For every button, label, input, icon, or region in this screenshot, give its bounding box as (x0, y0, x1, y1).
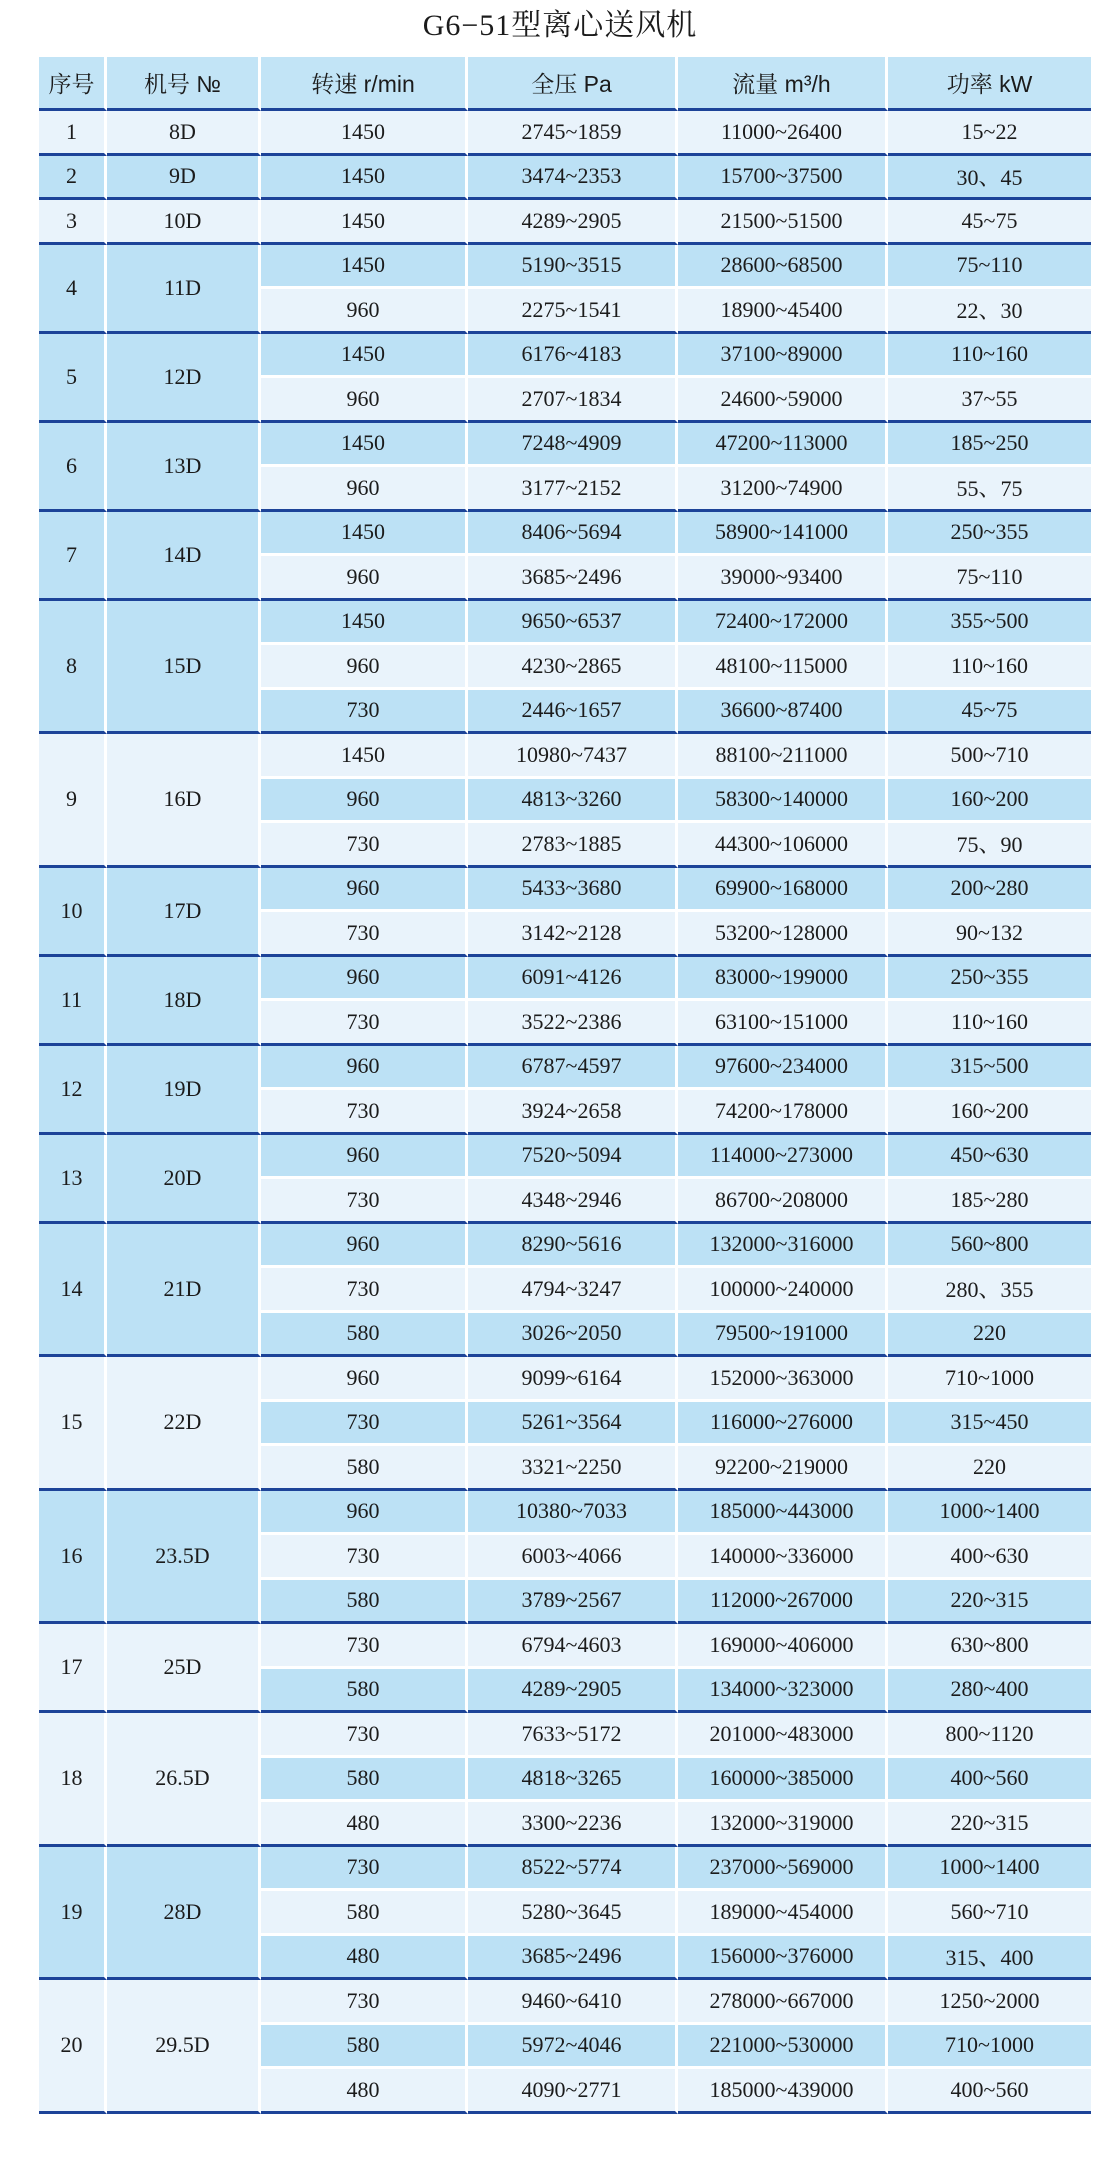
power-cell: 75~110 (888, 245, 1091, 290)
flow-cell: 58900~141000 (678, 512, 888, 557)
power-cell: 710~1000 (888, 2025, 1091, 2070)
speed-cell: 730 (261, 823, 468, 868)
flow-cell: 116000~276000 (678, 1402, 888, 1447)
power-cell: 315~500 (888, 1046, 1091, 1091)
model-cell: 13D (107, 423, 261, 512)
flow-cell: 201000~483000 (678, 1713, 888, 1758)
speed-cell: 480 (261, 1936, 468, 1981)
power-cell: 400~630 (888, 1535, 1091, 1580)
table-row (39, 512, 1091, 557)
pressure-cell: 6091~4126 (468, 957, 678, 1002)
power-cell: 355~500 (888, 601, 1091, 646)
model-cell: 14D (107, 512, 261, 601)
power-cell: 220 (888, 1446, 1091, 1491)
table-row (39, 156, 1091, 201)
pressure-cell: 10980~7437 (468, 734, 678, 779)
flow-cell: 15700~37500 (678, 156, 888, 201)
flow-cell: 152000~363000 (678, 1357, 888, 1402)
column-header-pressure: 全压 Pa (468, 57, 678, 111)
pressure-cell: 5280~3645 (468, 1891, 678, 1936)
power-cell: 90~132 (888, 912, 1091, 957)
machine-group (39, 111, 1091, 156)
table-row (39, 1357, 1091, 1402)
table-row (39, 111, 1091, 156)
power-cell: 55、75 (888, 467, 1091, 512)
flow-cell: 221000~530000 (678, 2025, 888, 2070)
power-cell: 560~800 (888, 1224, 1091, 1269)
serial-cell: 6 (39, 423, 107, 512)
power-cell: 45~75 (888, 200, 1091, 245)
document-page (0, 8, 1120, 2114)
power-cell: 400~560 (888, 2069, 1091, 2114)
model-cell: 16D (107, 734, 261, 868)
speed-cell: 960 (261, 378, 468, 423)
power-cell: 315~450 (888, 1402, 1091, 1447)
pressure-cell: 3142~2128 (468, 912, 678, 957)
speed-cell: 960 (261, 556, 468, 601)
speed-cell: 960 (261, 868, 468, 913)
speed-cell: 1450 (261, 245, 468, 290)
machine-group (39, 1491, 1091, 1625)
pressure-cell: 3789~2567 (468, 1580, 678, 1625)
flow-cell: 278000~667000 (678, 1980, 888, 2025)
table-row (39, 1224, 1091, 1269)
serial-cell: 5 (39, 334, 107, 423)
table-row (39, 601, 1091, 646)
table-row (39, 957, 1091, 1002)
flow-cell: 114000~273000 (678, 1135, 888, 1180)
power-cell: 800~1120 (888, 1713, 1091, 1758)
speed-cell: 1450 (261, 512, 468, 557)
speed-cell: 960 (261, 779, 468, 824)
serial-cell: 4 (39, 245, 107, 334)
power-cell: 30、45 (888, 156, 1091, 201)
machine-group (39, 1046, 1091, 1135)
model-cell: 11D (107, 245, 261, 334)
model-cell: 28D (107, 1847, 261, 1981)
power-cell: 75、90 (888, 823, 1091, 868)
speed-cell: 1450 (261, 601, 468, 646)
machine-group (39, 957, 1091, 1046)
pressure-cell: 4230~2865 (468, 645, 678, 690)
machine-group (39, 734, 1091, 868)
table-row (39, 734, 1091, 779)
pressure-cell: 6176~4183 (468, 334, 678, 379)
pressure-cell: 3300~2236 (468, 1802, 678, 1847)
power-cell: 280~400 (888, 1669, 1091, 1714)
pressure-cell: 4794~3247 (468, 1268, 678, 1313)
speed-cell: 960 (261, 1135, 468, 1180)
power-cell: 160~200 (888, 1090, 1091, 1135)
flow-cell: 83000~199000 (678, 957, 888, 1002)
power-cell: 185~250 (888, 423, 1091, 468)
flow-cell: 100000~240000 (678, 1268, 888, 1313)
machine-group (39, 1135, 1091, 1224)
table-row (39, 334, 1091, 379)
power-cell: 220~315 (888, 1802, 1091, 1847)
pressure-cell: 6794~4603 (468, 1624, 678, 1669)
pressure-cell: 3321~2250 (468, 1446, 678, 1491)
speed-cell: 730 (261, 1179, 468, 1224)
machine-group (39, 1357, 1091, 1491)
column-header-flow: 流量 m³/h (678, 57, 888, 111)
serial-cell: 12 (39, 1046, 107, 1135)
model-cell: 8D (107, 111, 261, 156)
flow-cell: 24600~59000 (678, 378, 888, 423)
flow-cell: 69900~168000 (678, 868, 888, 913)
speed-cell: 960 (261, 467, 468, 512)
pressure-cell: 9650~6537 (468, 601, 678, 646)
power-cell: 110~160 (888, 334, 1091, 379)
table-row (39, 1135, 1091, 1180)
serial-cell: 14 (39, 1224, 107, 1358)
flow-cell: 112000~267000 (678, 1580, 888, 1625)
machine-group (39, 334, 1091, 423)
serial-cell: 9 (39, 734, 107, 868)
power-cell: 37~55 (888, 378, 1091, 423)
model-cell: 21D (107, 1224, 261, 1358)
pressure-cell: 10380~7033 (468, 1491, 678, 1536)
model-cell: 17D (107, 868, 261, 957)
pressure-cell: 2275~1541 (468, 289, 678, 334)
pressure-cell: 4348~2946 (468, 1179, 678, 1224)
power-cell: 280、355 (888, 1268, 1091, 1313)
serial-cell: 20 (39, 1980, 107, 2114)
flow-cell: 39000~93400 (678, 556, 888, 601)
serial-cell: 13 (39, 1135, 107, 1224)
power-cell: 450~630 (888, 1135, 1091, 1180)
speed-cell: 480 (261, 1802, 468, 1847)
pressure-cell: 7633~5172 (468, 1713, 678, 1758)
speed-cell: 730 (261, 912, 468, 957)
serial-cell: 10 (39, 868, 107, 957)
pressure-cell: 9460~6410 (468, 1980, 678, 2025)
flow-cell: 48100~115000 (678, 645, 888, 690)
flow-cell: 72400~172000 (678, 601, 888, 646)
flow-cell: 185000~439000 (678, 2069, 888, 2114)
speed-cell: 730 (261, 1713, 468, 1758)
speed-cell: 580 (261, 1669, 468, 1714)
speed-cell: 730 (261, 1980, 468, 2025)
flow-cell: 11000~26400 (678, 111, 888, 156)
power-cell: 710~1000 (888, 1357, 1091, 1402)
flow-cell: 237000~569000 (678, 1847, 888, 1892)
fan-spec-table (39, 57, 1091, 2114)
speed-cell: 730 (261, 1268, 468, 1313)
power-cell: 220~315 (888, 1580, 1091, 1625)
machine-group (39, 601, 1091, 735)
pressure-cell: 2745~1859 (468, 111, 678, 156)
flow-cell: 185000~443000 (678, 1491, 888, 1536)
pressure-cell: 3177~2152 (468, 467, 678, 512)
table-row (39, 200, 1091, 245)
speed-cell: 960 (261, 957, 468, 1002)
power-cell: 22、30 (888, 289, 1091, 334)
power-cell: 250~355 (888, 512, 1091, 557)
flow-cell: 37100~89000 (678, 334, 888, 379)
power-cell: 315、400 (888, 1936, 1091, 1981)
speed-cell: 730 (261, 1402, 468, 1447)
serial-cell: 18 (39, 1713, 107, 1847)
pressure-cell: 5261~3564 (468, 1402, 678, 1447)
flow-cell: 97600~234000 (678, 1046, 888, 1091)
power-cell: 250~355 (888, 957, 1091, 1002)
speed-cell: 730 (261, 690, 468, 735)
flow-cell: 63100~151000 (678, 1001, 888, 1046)
table-row (39, 245, 1091, 290)
power-cell: 110~160 (888, 645, 1091, 690)
pressure-cell: 5972~4046 (468, 2025, 678, 2070)
serial-cell: 8 (39, 601, 107, 735)
flow-cell: 31200~74900 (678, 467, 888, 512)
machine-group (39, 245, 1091, 334)
model-cell: 15D (107, 601, 261, 735)
flow-cell: 28600~68500 (678, 245, 888, 290)
speed-cell: 480 (261, 2069, 468, 2114)
machine-group (39, 423, 1091, 512)
pressure-cell: 7520~5094 (468, 1135, 678, 1180)
table-row (39, 1847, 1091, 1892)
model-cell: 22D (107, 1357, 261, 1491)
pressure-cell: 5433~3680 (468, 868, 678, 913)
machine-group (39, 1713, 1091, 1847)
flow-cell: 92200~219000 (678, 1446, 888, 1491)
flow-cell: 58300~140000 (678, 779, 888, 824)
table-head (39, 57, 1091, 111)
table-row (39, 1491, 1091, 1536)
pressure-cell: 3685~2496 (468, 556, 678, 601)
pressure-cell: 4289~2905 (468, 200, 678, 245)
speed-cell: 960 (261, 1491, 468, 1536)
flow-cell: 132000~319000 (678, 1802, 888, 1847)
pressure-cell: 8406~5694 (468, 512, 678, 557)
power-cell: 1000~1400 (888, 1847, 1091, 1892)
speed-cell: 730 (261, 1847, 468, 1892)
serial-cell: 17 (39, 1624, 107, 1713)
power-cell: 400~560 (888, 1758, 1091, 1803)
column-header-power: 功率 kW (888, 57, 1091, 111)
column-header-speed: 转速 r/min (261, 57, 468, 111)
speed-cell: 1450 (261, 200, 468, 245)
serial-cell: 2 (39, 156, 107, 201)
page-title: G6−51型离心送风机 (422, 9, 698, 42)
model-cell: 29.5D (107, 1980, 261, 2114)
machine-group (39, 1847, 1091, 1981)
serial-cell: 1 (39, 111, 107, 156)
model-cell: 18D (107, 957, 261, 1046)
flow-cell: 189000~454000 (678, 1891, 888, 1936)
speed-cell: 1450 (261, 734, 468, 779)
speed-cell: 730 (261, 1624, 468, 1669)
pressure-cell: 4289~2905 (468, 1669, 678, 1714)
pressure-cell: 2707~1834 (468, 378, 678, 423)
header-row (39, 57, 1091, 111)
power-cell: 220 (888, 1313, 1091, 1358)
pressure-cell: 5190~3515 (468, 245, 678, 290)
pressure-cell: 3685~2496 (468, 1936, 678, 1981)
power-cell: 110~160 (888, 1001, 1091, 1046)
speed-cell: 730 (261, 1001, 468, 1046)
machine-group (39, 512, 1091, 601)
pressure-cell: 3026~2050 (468, 1313, 678, 1358)
speed-cell: 580 (261, 1446, 468, 1491)
pressure-cell: 4818~3265 (468, 1758, 678, 1803)
pressure-cell: 6003~4066 (468, 1535, 678, 1580)
pressure-cell: 7248~4909 (468, 423, 678, 468)
pressure-cell: 2446~1657 (468, 690, 678, 735)
flow-cell: 44300~106000 (678, 823, 888, 868)
model-cell: 10D (107, 200, 261, 245)
flow-cell: 53200~128000 (678, 912, 888, 957)
serial-cell: 15 (39, 1357, 107, 1491)
model-cell: 9D (107, 156, 261, 201)
table-row (39, 1980, 1091, 2025)
machine-group (39, 200, 1091, 245)
pressure-cell: 4090~2771 (468, 2069, 678, 2114)
power-cell: 630~800 (888, 1624, 1091, 1669)
table-row (39, 1624, 1091, 1669)
speed-cell: 960 (261, 1046, 468, 1091)
speed-cell: 960 (261, 1224, 468, 1269)
model-cell: 12D (107, 334, 261, 423)
flow-cell: 160000~385000 (678, 1758, 888, 1803)
flow-cell: 132000~316000 (678, 1224, 888, 1269)
model-cell: 26.5D (107, 1713, 261, 1847)
machine-group (39, 1224, 1091, 1358)
flow-cell: 156000~376000 (678, 1936, 888, 1981)
flow-cell: 36600~87400 (678, 690, 888, 735)
power-cell: 15~22 (888, 111, 1091, 156)
power-cell: 185~280 (888, 1179, 1091, 1224)
speed-cell: 960 (261, 289, 468, 334)
column-header-serial: 序号 (39, 57, 107, 111)
column-header-model: 机号 № (107, 57, 261, 111)
power-cell: 560~710 (888, 1891, 1091, 1936)
model-cell: 25D (107, 1624, 261, 1713)
machine-group (39, 156, 1091, 201)
speed-cell: 960 (261, 645, 468, 690)
power-cell: 200~280 (888, 868, 1091, 913)
speed-cell: 580 (261, 2025, 468, 2070)
speed-cell: 580 (261, 1580, 468, 1625)
pressure-cell: 3522~2386 (468, 1001, 678, 1046)
serial-cell: 16 (39, 1491, 107, 1625)
speed-cell: 730 (261, 1090, 468, 1135)
pressure-cell: 2783~1885 (468, 823, 678, 868)
speed-cell: 580 (261, 1758, 468, 1803)
flow-cell: 74200~178000 (678, 1090, 888, 1135)
flow-cell: 18900~45400 (678, 289, 888, 334)
flow-cell: 134000~323000 (678, 1669, 888, 1714)
speed-cell: 580 (261, 1313, 468, 1358)
machine-group (39, 1980, 1091, 2114)
power-cell: 1250~2000 (888, 1980, 1091, 2025)
flow-cell: 88100~211000 (678, 734, 888, 779)
power-cell: 45~75 (888, 690, 1091, 735)
flow-cell: 79500~191000 (678, 1313, 888, 1358)
machine-group (39, 1624, 1091, 1713)
power-cell: 75~110 (888, 556, 1091, 601)
power-cell: 1000~1400 (888, 1491, 1091, 1536)
speed-cell: 1450 (261, 423, 468, 468)
pressure-cell: 3474~2353 (468, 156, 678, 201)
flow-cell: 86700~208000 (678, 1179, 888, 1224)
model-cell: 19D (107, 1046, 261, 1135)
pressure-cell: 4813~3260 (468, 779, 678, 824)
machine-group (39, 868, 1091, 957)
speed-cell: 1450 (261, 111, 468, 156)
pressure-cell: 8522~5774 (468, 1847, 678, 1892)
serial-cell: 19 (39, 1847, 107, 1981)
table-row (39, 423, 1091, 468)
serial-cell: 11 (39, 957, 107, 1046)
table-row (39, 868, 1091, 913)
speed-cell: 1450 (261, 334, 468, 379)
flow-cell: 47200~113000 (678, 423, 888, 468)
serial-cell: 3 (39, 200, 107, 245)
pressure-cell: 6787~4597 (468, 1046, 678, 1091)
speed-cell: 960 (261, 1357, 468, 1402)
pressure-cell: 8290~5616 (468, 1224, 678, 1269)
model-cell: 23.5D (107, 1491, 261, 1625)
table-row (39, 1046, 1091, 1091)
table-row (39, 1713, 1091, 1758)
flow-cell: 169000~406000 (678, 1624, 888, 1669)
speed-cell: 730 (261, 1535, 468, 1580)
serial-cell: 7 (39, 512, 107, 601)
flow-cell: 140000~336000 (678, 1535, 888, 1580)
speed-cell: 580 (261, 1891, 468, 1936)
model-cell: 20D (107, 1135, 261, 1224)
flow-cell: 21500~51500 (678, 200, 888, 245)
pressure-cell: 9099~6164 (468, 1357, 678, 1402)
power-cell: 160~200 (888, 779, 1091, 824)
power-cell: 500~710 (888, 734, 1091, 779)
speed-cell: 1450 (261, 156, 468, 201)
pressure-cell: 3924~2658 (468, 1090, 678, 1135)
